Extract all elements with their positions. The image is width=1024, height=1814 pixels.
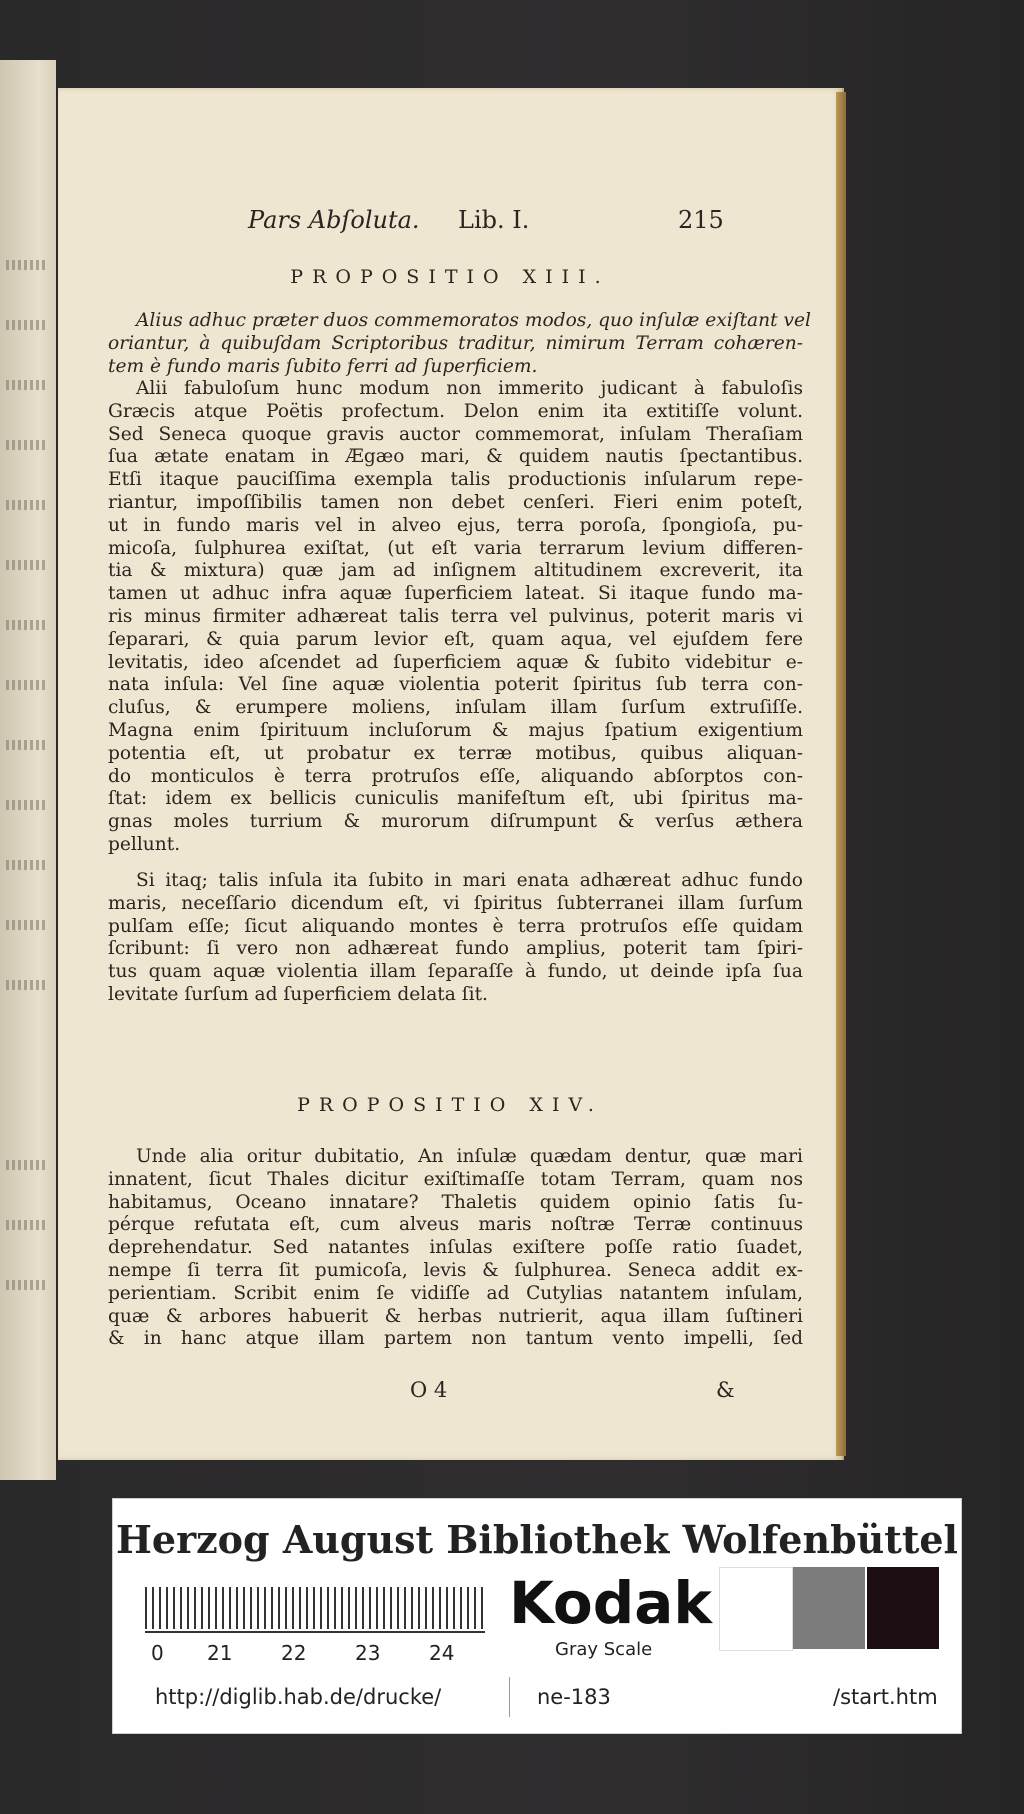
text-line: nempe ſi terra ſit pumicoſa, levis & ſulphurea. Seneca addit ex-	[108, 1259, 803, 1281]
page-edge	[836, 92, 846, 1456]
page-number: 215	[678, 206, 724, 234]
text-line: do monticulos è terra protruſos eſſe, aliquando abſorptos con-	[108, 765, 803, 787]
text-line: pérque refutata eſt, cum alveus maris noſtræ Terræ continuus	[108, 1214, 803, 1236]
text-line: tus quam aquæ violentia illam ſeparaſſe à fundo, ut deinde ipſa ſua	[108, 961, 803, 983]
text-line: deprehendatur. Sed natantes inſulas exiſtere poſſe ratio ſuadet,	[108, 1237, 803, 1259]
text-line: micoſa, ſulphurea exiſtat, (ut eſt varia terrarum levium differen-	[108, 537, 803, 559]
ruler-number: 22	[281, 1641, 307, 1665]
text-line: ſua ætate enatam in Ægæo mari, & quidem nautis ſpectantibus.	[108, 446, 803, 468]
text-line: nata inſula: Vel ſine aquæ violentia poterit ſpiritus ſub terra con-	[108, 674, 803, 696]
gray-swatch	[793, 1567, 865, 1649]
text-line: quæ & arbores habuerit & herbas nutrierit, aqua illam ſuſtineri	[108, 1305, 803, 1327]
text-line: levitate ſurſum ad ſuperficiem delata ſit.	[108, 983, 488, 1005]
black-swatch	[867, 1567, 939, 1649]
proposition-13-paragraph-1	[108, 378, 803, 857]
url-right: /start.htm	[833, 1685, 938, 1709]
running-title: Pars Abſoluta.	[248, 206, 420, 234]
book-page	[58, 88, 842, 1460]
text-line: ſeparari, & quia parum levior eſt, quam aqua, vel ejuſdem fere	[108, 628, 803, 650]
text-line: gnas moles turrium & murorum diſrumpunt & verſus æthera	[108, 811, 803, 833]
proposition-14-paragraph	[108, 1146, 803, 1351]
book-number: Lib. I.	[458, 206, 530, 234]
text-line: ſtat: idem ex bellicis cuniculis manifeſtum eſt, ubi ſpiritus ma-	[108, 788, 803, 810]
gray-scale-label: Gray Scale	[555, 1639, 653, 1660]
proposition-13-summary	[108, 310, 811, 378]
text-line: Alius adhuc præter duos commemoratos modos, quo inſulæ exiſtant vel	[136, 310, 811, 331]
library-name: Herzog August Bibliothek Wolfenbüttel	[116, 1517, 958, 1562]
text-line: Magna enim ſpirituum incluſorum & majus ſpatium exigentium	[108, 719, 803, 741]
ruler-number: 21	[207, 1641, 233, 1665]
ruler-baseline	[145, 1631, 485, 1633]
signature-mark: O 4	[410, 1378, 448, 1402]
kodak-logo: Kodak	[509, 1569, 712, 1637]
adjacent-page-strip	[0, 60, 56, 1480]
text-line: levitatis, ideo aſcendet ad ſuperficiem aquæ & ſubito videbitur e-	[108, 651, 803, 673]
ruler-number: 0	[151, 1641, 164, 1665]
text-line: pellunt.	[108, 833, 181, 855]
text-line: potentia eſt, ut probatur ex terræ motibus, quibus aliquan-	[108, 742, 803, 764]
ruler-ticks	[145, 1587, 485, 1629]
text-line: maris, neceſſario dicendum eſt, vi ſpiritus ſubterranei illam ſurſum	[108, 892, 803, 914]
text-line: tia & mixtura) quæ jam ad inſignem altitudinem excreverit, ita	[108, 560, 803, 582]
running-header	[58, 206, 842, 246]
text-line: tem è fundo maris ſubito ferri ad ſuperficiem.	[108, 355, 538, 377]
text-line: ut in fundo maris vel in alveo ejus, terra poroſa, ſpongioſa, pu-	[108, 514, 803, 536]
text-line: Græcis atque Poëtis profectum. Delon enim ita extitiſſe volunt.	[108, 400, 803, 422]
ruler-number: 23	[355, 1641, 381, 1665]
white-swatch	[719, 1567, 793, 1651]
proposition-14-title: PROPOSITIO XIV.	[297, 1094, 603, 1116]
text-line: Etſi itaque pauciſſima exempla talis productionis inſularum repe-	[108, 469, 803, 491]
text-line: oriantur, à quibuſdam Scriptoribus traditur, nimirum Terram cohæren-	[108, 332, 803, 354]
text-line: cluſus, & erumpere moliens, inſulam illam ſurſum extruſiſſe.	[108, 697, 803, 719]
proposition-13-title: PROPOSITIO XIII.	[290, 266, 610, 288]
ruler-number: 24	[429, 1641, 455, 1665]
text-line: Sed Seneca quoque gravis auctor commemorat, inſulam Theraſiam	[108, 423, 803, 445]
text-line: Unde alia oritur dubitatio, An inſulæ quædam dentur, quæ mari	[136, 1146, 803, 1167]
text-line: pulſam eſſe; ſicut aliquando montes è terra protruſos eſſe quidam	[108, 915, 803, 937]
text-line: innatent, ſicut Thales dicitur exiſtimaſſe totam Terram, quam nos	[108, 1168, 803, 1190]
proposition-13-paragraph-2	[108, 870, 803, 1007]
separator	[509, 1677, 510, 1717]
text-line: tamen ut adhuc infra aquæ ſuperficiem lateat. Si itaque fundo ma-	[108, 583, 803, 605]
text-line: habitamus, Oceano innatare? Thaletis quidem opinio ſatis ſu-	[108, 1191, 803, 1213]
text-line: perientiam. Scribit enim ſe vidiſſe ad Cutylias natantem inſulam,	[108, 1282, 803, 1304]
shelfmark: ne-183	[537, 1685, 611, 1709]
text-line: Si itaq; talis inſula ita ſubito in mari enata adhæreat adhuc fundo	[136, 870, 803, 891]
url-left: http://diglib.hab.de/drucke/	[155, 1685, 442, 1709]
text-line: ſcribunt: ſi vero non adhæreat fundo amplius, poterit tam ſpiri-	[108, 938, 803, 960]
color-target-card	[112, 1498, 962, 1734]
text-line: ris minus firmiter adhæreat talis terra vel pulvinus, poterit maris vi	[108, 605, 803, 627]
text-line: riantur, impoſſibilis tamen non debet cenſeri. Fieri enim poteſt,	[108, 491, 803, 513]
text-line: Alii fabuloſum hunc modum non immerito judicant à fabuloſis	[136, 378, 803, 399]
text-line: & in hanc atque illam partem non tantum vento impelli, ſed	[108, 1328, 803, 1350]
catchword: &	[716, 1378, 735, 1402]
